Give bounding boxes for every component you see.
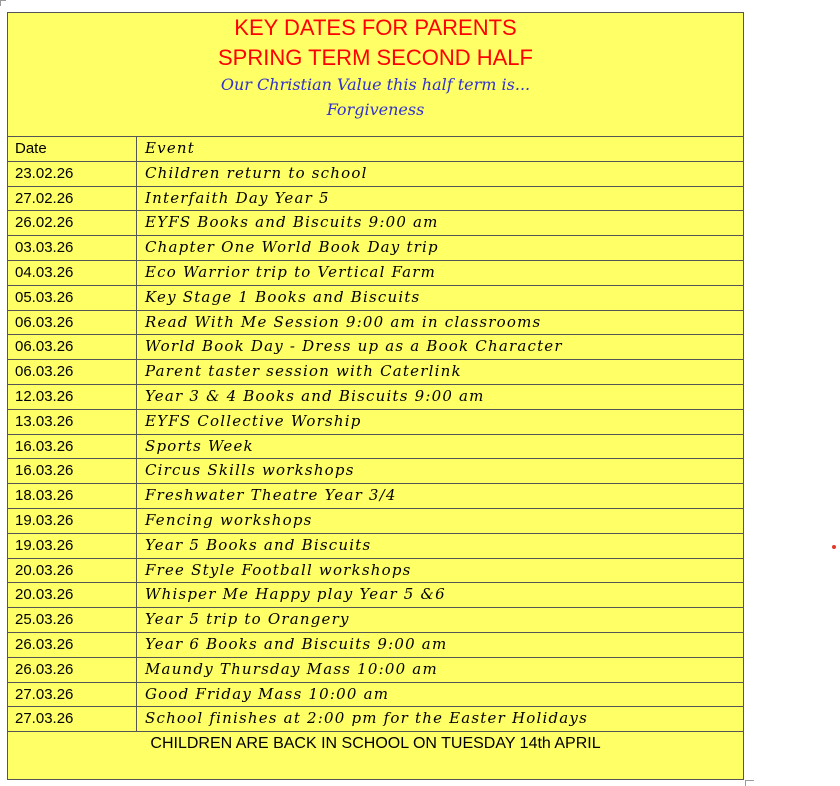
table-row — [8, 435, 743, 460]
date-cell: 12.03.26 — [8, 385, 137, 409]
red-dot-marker — [832, 545, 836, 549]
event-cell: School finishes at 2:00 pm for the Easter Holidays — [145, 709, 588, 728]
table-row — [8, 187, 743, 212]
column-header-date: Date — [8, 137, 137, 161]
date-cell: 27.03.26 — [8, 683, 137, 707]
date-cell: 04.03.26 — [8, 261, 137, 285]
page-title: KEY DATES FOR PARENTS — [234, 15, 517, 40]
page-subtitle: SPRING TERM SECOND HALF — [218, 45, 533, 70]
table-row — [8, 707, 743, 732]
event-cell: Read With Me Session 9:00 am in classrooms — [145, 312, 542, 331]
date-cell: 27.02.26 — [8, 187, 137, 211]
event-cell: Maundy Thursday Mass 10:00 am — [145, 659, 438, 678]
date-cell: 20.03.26 — [8, 583, 137, 607]
event-cell: Sports Week — [145, 436, 254, 455]
table-row — [8, 683, 743, 708]
table-row — [8, 162, 743, 187]
key-dates-sheet — [7, 12, 744, 780]
table-row — [8, 211, 743, 236]
table-body — [8, 162, 743, 732]
table-row — [8, 360, 743, 385]
event-cell: Freshwater Theatre Year 3/4 — [145, 486, 397, 505]
event-cell: Free Style Football workshops — [145, 560, 412, 579]
date-cell: 18.03.26 — [8, 484, 137, 508]
date-cell: 26.02.26 — [8, 211, 137, 235]
date-cell: 16.03.26 — [8, 459, 137, 483]
date-cell: 05.03.26 — [8, 286, 137, 310]
event-cell: EYFS Collective Worship — [145, 411, 362, 430]
event-cell: Eco Warrior trip to Vertical Farm — [145, 262, 437, 281]
date-cell: 23.02.26 — [8, 162, 137, 186]
event-cell: World Book Day - Dress up as a Book Character — [145, 337, 563, 356]
event-cell: Year 5 trip to Orangery — [145, 610, 350, 629]
table-row — [8, 261, 743, 286]
event-cell: Good Friday Mass 10:00 am — [145, 684, 390, 703]
date-cell: 19.03.26 — [8, 534, 137, 558]
table-row — [8, 633, 743, 658]
table-row — [8, 385, 743, 410]
event-cell: Year 5 Books and Biscuits — [145, 535, 372, 554]
date-cell: 26.03.26 — [8, 633, 137, 657]
table-row — [8, 509, 743, 534]
christian-value-intro: Our Christian Value this half term is... — [220, 75, 531, 94]
table-row — [8, 559, 743, 584]
event-cell: Key Stage 1 Books and Biscuits — [145, 287, 421, 306]
date-cell: 16.03.26 — [8, 435, 137, 459]
page-corner-mark — [0, 0, 6, 6]
table-row — [8, 236, 743, 261]
event-cell: Parent taster session with Caterlink — [145, 362, 462, 381]
event-cell: Whisper Me Happy play Year 5 &6 — [145, 585, 446, 604]
return-date-note: CHILDREN ARE BACK IN SCHOOL ON TUESDAY 14th APRIL — [150, 735, 601, 753]
event-cell: EYFS Books and Biscuits 9:00 am — [145, 213, 439, 232]
table-row — [8, 484, 743, 509]
date-cell: 06.03.26 — [8, 311, 137, 335]
date-cell: 20.03.26 — [8, 559, 137, 583]
table-header-row — [8, 137, 743, 162]
date-cell: 26.03.26 — [8, 658, 137, 682]
table-row — [8, 534, 743, 559]
event-cell: Children return to school — [145, 163, 368, 182]
date-cell: 03.03.26 — [8, 236, 137, 260]
date-cell: 27.03.26 — [8, 707, 137, 731]
column-header-event: Event — [145, 139, 195, 157]
date-cell: 06.03.26 — [8, 335, 137, 359]
sheet-header — [8, 13, 743, 137]
table-row — [8, 459, 743, 484]
table-row — [8, 335, 743, 360]
table-row — [8, 286, 743, 311]
table-row — [8, 583, 743, 608]
event-cell: Chapter One World Book Day trip — [145, 238, 439, 257]
event-cell: Year 3 & 4 Books and Biscuits 9:00 am — [145, 386, 485, 405]
event-cell: Fencing workshops — [145, 510, 313, 529]
date-cell: 25.03.26 — [8, 608, 137, 632]
page-corner-mark-bottom — [745, 780, 754, 786]
christian-value-word: Forgiveness — [326, 100, 425, 119]
table-row — [8, 608, 743, 633]
table-row — [8, 410, 743, 435]
table-row — [8, 311, 743, 336]
event-cell: Circus Skills workshops — [145, 461, 355, 480]
event-cell: Interfaith Day Year 5 — [145, 188, 330, 207]
table-row — [8, 658, 743, 683]
key-dates-table — [8, 137, 743, 732]
date-cell: 19.03.26 — [8, 509, 137, 533]
event-cell: Year 6 Books and Biscuits 9:00 am — [145, 634, 448, 653]
date-cell: 13.03.26 — [8, 410, 137, 434]
date-cell: 06.03.26 — [8, 360, 137, 384]
